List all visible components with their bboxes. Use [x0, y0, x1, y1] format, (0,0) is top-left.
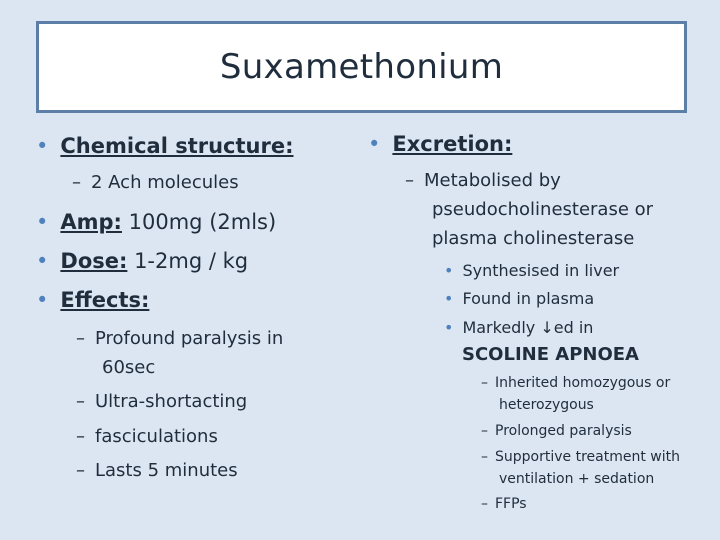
metabolised-text-continued: plasma cholinesterase [432, 228, 635, 249]
bullet-icon: • [368, 132, 381, 156]
bullet-icon: • [36, 210, 49, 234]
dash-icon: – [481, 496, 488, 512]
bullet-effects [36, 288, 149, 312]
apnoea-text: Inherited homozygous or [495, 375, 671, 391]
amp-label: Amp: [60, 210, 122, 234]
metabolised-text: Metabolised by [424, 170, 561, 191]
sub-point [444, 318, 593, 337]
apnoea-text: Prolonged paralysis [495, 423, 632, 439]
slide-title-box [36, 21, 687, 113]
bullet-dose [36, 249, 248, 273]
chemical-sub-text: 2 Ach molecules [91, 172, 239, 193]
dash-icon: – [76, 426, 85, 447]
excretion-label: Excretion: [392, 132, 513, 156]
effect-item [76, 391, 247, 412]
bullet-icon: • [36, 288, 49, 312]
bullet-icon: • [444, 318, 454, 337]
apnoea-text-continued: ventilation + sedation [499, 471, 655, 487]
effect-text: Lasts 5 minutes [95, 460, 238, 481]
sub-point-text: Markedly ↓ed in [462, 318, 594, 337]
apnoea-text: FFPs [495, 496, 527, 512]
apnoea-item [481, 449, 680, 465]
metabolised-text-continued: pseudocholinesterase or [432, 199, 654, 220]
bullet-icon: • [36, 249, 49, 273]
slide-title: Suxamethonium [219, 47, 504, 87]
chemical-structure-label: Chemical structure: [60, 134, 294, 158]
dose-label: Dose: [60, 249, 128, 273]
bullet-excretion [368, 132, 512, 156]
effect-text: Profound paralysis in [95, 328, 284, 349]
effect-item [76, 460, 238, 481]
effect-item [76, 426, 218, 447]
dash-icon: – [76, 328, 85, 349]
apnoea-text: Supportive treatment with [495, 449, 680, 465]
apnoea-item [481, 375, 670, 391]
dash-icon: – [481, 375, 488, 391]
effect-text-continued: 60sec [102, 357, 156, 378]
dash-icon: – [481, 423, 488, 439]
amp-value: 100mg (2mls) [121, 210, 277, 234]
sub-point [444, 261, 619, 280]
dash-icon: – [405, 170, 414, 191]
sub-point-text: Found in plasma [462, 289, 595, 308]
bullet-icon: • [444, 261, 454, 280]
scoline-apnoea-heading: SCOLINE APNOEA [462, 344, 639, 365]
effects-label: Effects: [60, 288, 150, 312]
sub-chemical [72, 172, 239, 193]
bullet-chemical-structure [36, 134, 293, 158]
effect-text: fasciculations [95, 426, 218, 447]
sub-metabolised [405, 170, 561, 191]
apnoea-text-continued: heterozygous [499, 397, 594, 413]
dash-icon: – [481, 449, 488, 465]
sub-point-text: Synthesised in liver [462, 261, 620, 280]
dash-icon: – [76, 391, 85, 412]
dash-icon: – [76, 460, 85, 481]
bullet-icon: • [444, 289, 454, 308]
apnoea-item [481, 423, 632, 439]
apnoea-item [481, 496, 527, 512]
bullet-amp [36, 210, 276, 234]
effect-text: Ultra-shortacting [95, 391, 248, 412]
dash-icon: – [72, 172, 81, 193]
dose-value: 1-2mg / kg [127, 249, 249, 273]
bullet-icon: • [36, 134, 49, 158]
effect-item [76, 328, 283, 349]
sub-point [444, 289, 594, 308]
